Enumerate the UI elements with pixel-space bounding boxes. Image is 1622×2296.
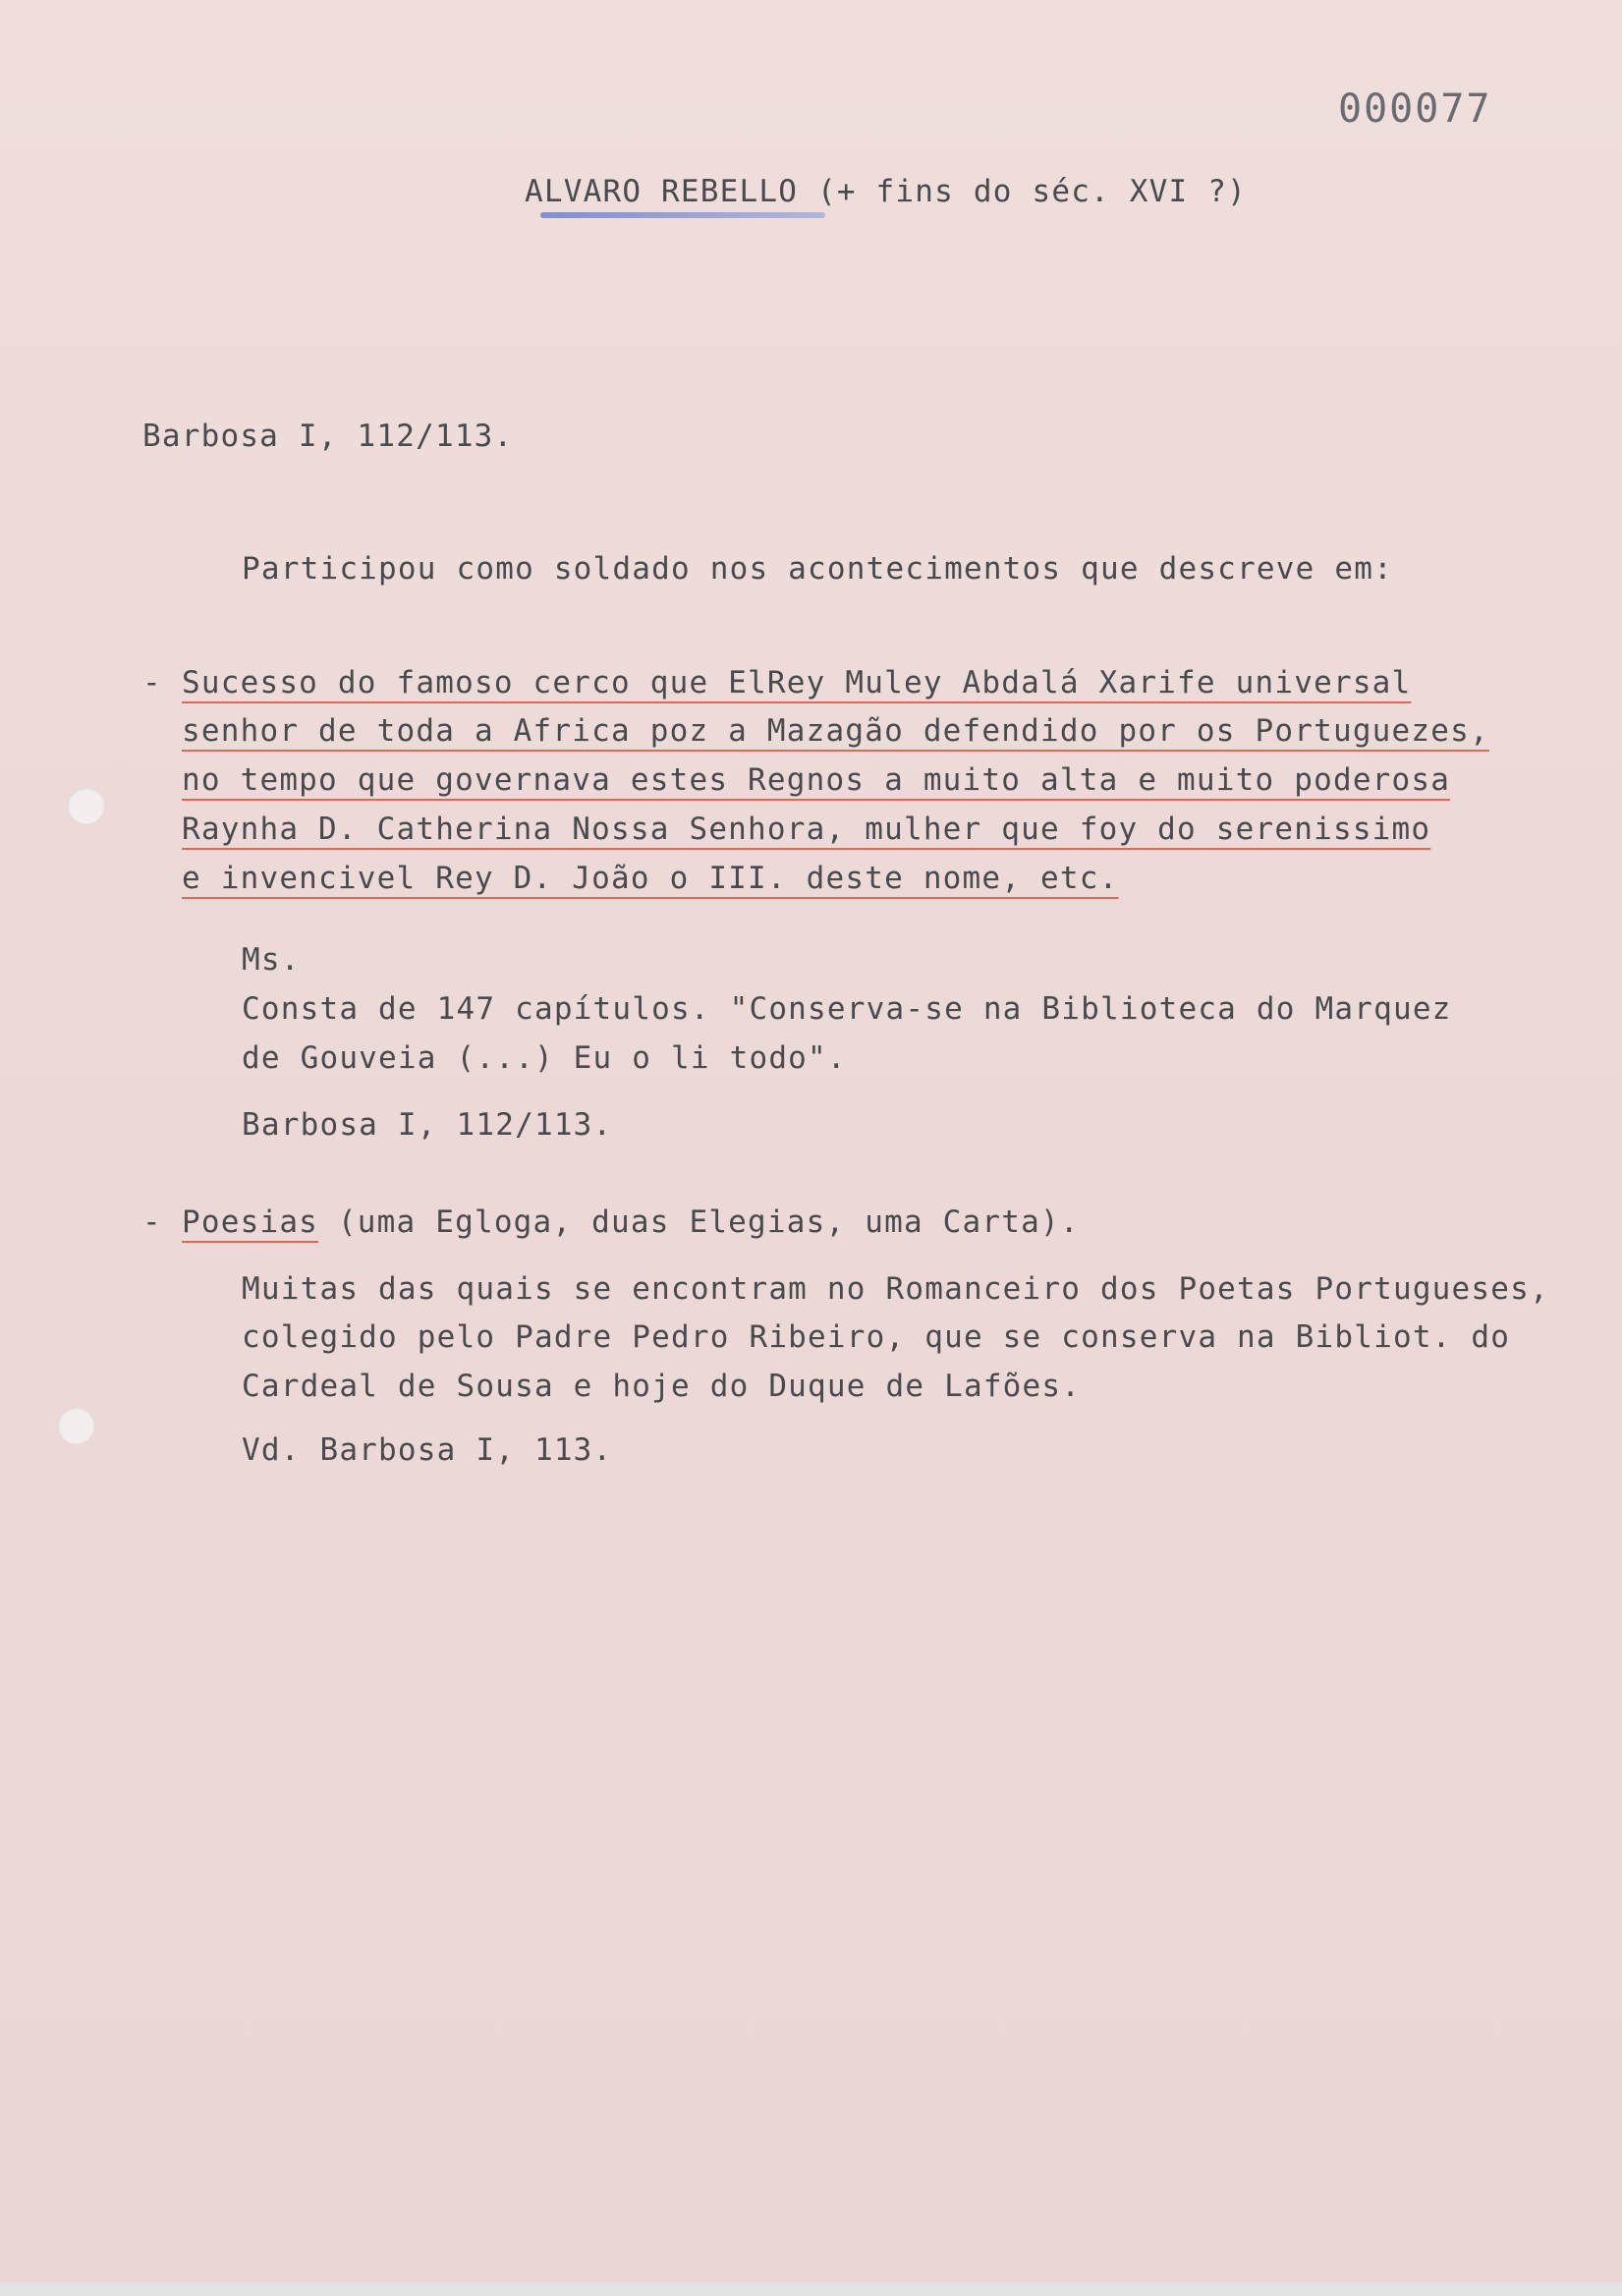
item1-ms-label: Ms. xyxy=(242,942,301,978)
item1-reference: Barbosa I, 112/113. xyxy=(242,1107,613,1143)
item1-dash: - xyxy=(142,665,162,700)
item1-title-line2: senhor de toda a Africa poz a Mazagão defendido por os Portuguezes, xyxy=(182,713,1489,749)
item2-title: Poesias xyxy=(182,1204,319,1240)
item1-note-line1: Consta de 147 capítulos. "Conserva-se na Biblioteca do Marquez xyxy=(242,991,1452,1027)
item1-note-line2: de Gouveia (...) Eu o li todo". xyxy=(242,1040,847,1076)
punch-hole-bottom xyxy=(57,1407,94,1444)
item2-heading xyxy=(182,1203,1080,1242)
intro-paragraph: Participou como soldado nos acontecimentos que descreve em: xyxy=(242,551,1393,587)
item1-title-line1: Sucesso do famoso cerco que ElRey Muley Abdalá Xarife universal xyxy=(182,665,1412,700)
author-name: ALVARO REBELLO xyxy=(525,174,799,209)
item2-dash: - xyxy=(142,1204,162,1240)
punch-hole-top xyxy=(67,787,104,824)
item2-note-line3: Cardeal de Sousa e hoje do Duque de Lafões. xyxy=(242,1369,1082,1404)
item1-title-line5: e invencivel Rey D. João o III. deste nome, etc. xyxy=(182,861,1119,896)
document-title xyxy=(525,172,1247,211)
author-dates: (+ fins do séc. XVI ?) xyxy=(816,174,1247,209)
item2-reference: Vd. Barbosa I, 113. xyxy=(242,1432,613,1468)
item2-contents: (uma Egloga, duas Elegias, uma Carta). xyxy=(318,1204,1080,1240)
item1-title-line3: no tempo que governava estes Regnos a muito alta e muito poderosa xyxy=(182,762,1451,798)
item1-title-line4: Raynha D. Catherina Nossa Senhora, mulher que foy do serenissimo xyxy=(182,812,1431,847)
item2-note-line2: colegido pelo Padre Pedro Ribeiro, que se conserva na Bibliot. do xyxy=(242,1319,1511,1355)
scan-bottom-edge xyxy=(0,2282,1622,2296)
main-reference: Barbosa I, 112/113. xyxy=(142,419,514,454)
item2-note-line1: Muitas das quais se encontram no Romanceiro dos Poetas Portugueses, xyxy=(242,1271,1549,1307)
page-number-stamp: 000077 xyxy=(1338,86,1492,132)
blue-pencil-underline xyxy=(540,212,825,218)
